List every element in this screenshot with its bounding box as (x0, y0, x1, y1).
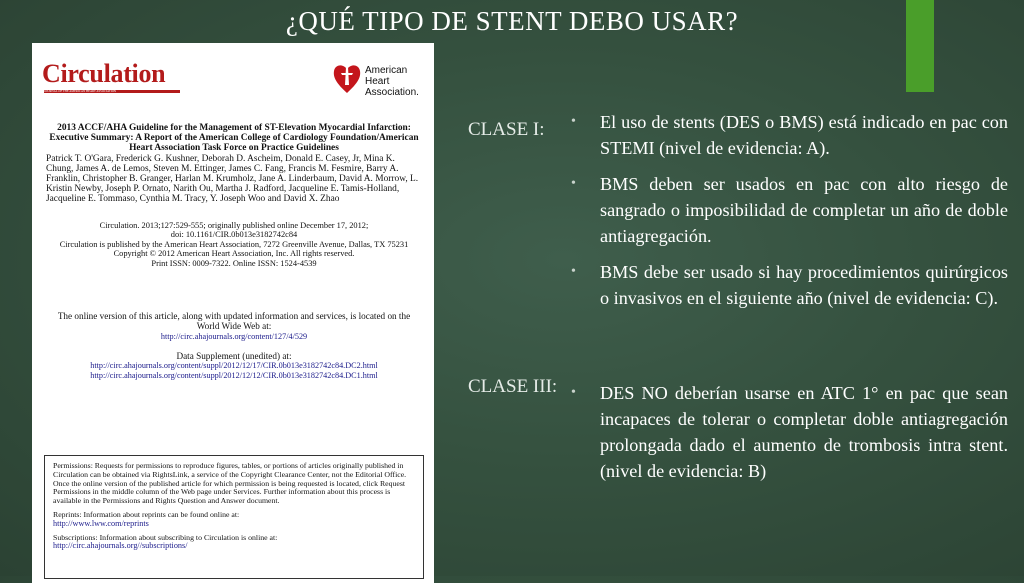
aha-line: Association. (365, 87, 419, 98)
aha-line: Heart (365, 76, 390, 87)
heart-torch-icon (332, 61, 362, 95)
circulation-logo: Circulation (42, 59, 166, 88)
article-cover-image (32, 43, 434, 583)
aha-wordmark (365, 65, 419, 98)
online-version-link[interactable]: http://circ.ahajournals.org/content/127/4/529 (160, 331, 308, 341)
clase-3-label: CLASE III: (468, 376, 558, 397)
bullet-text: BMS debe ser usado si hay procedimientos quirúrgicos o invasivos en el siguiente año (nivel de evidencia: C). (600, 262, 1008, 308)
bullet-item (568, 259, 1008, 311)
citation-line: Copyright © 2012 American Heart Association, Inc. All rights reserved. (113, 249, 355, 259)
subscriptions-link[interactable]: http://circ.ahajournals.org//subscriptions/ (53, 541, 188, 551)
citation-line: Circulation. 2013;127:529-555; originally published online December 17, 2012; (99, 221, 369, 230)
clase-1-label: CLASE I: (468, 119, 545, 140)
citation-block (46, 221, 422, 268)
bullet-item (568, 171, 1008, 249)
bullet-text: BMS deben ser usados en pac con alto riesgo de sangrado o imposibilidad de completar un año de doble antiagregación. (600, 174, 1008, 246)
bullet-icon: • (571, 114, 576, 129)
bullet-icon: • (571, 176, 576, 191)
permissions-text: Permissions: Requests for permissions to reproduce figures, tables, or portions of articles originally published in Circulation can be obtained via RightsLink, a service of the Copyright Clearance Center, not the Editorial Office. Once the online version of the published article for which permission is being requested is located, click Request Permissions in the middle column of the Web page under Services. Further information about this process is available in the Permissions and Rights Question and Answer document. (53, 461, 407, 506)
online-version-block (46, 311, 422, 342)
clase-3-bullet-list (568, 380, 1008, 484)
aha-line: American (365, 65, 408, 76)
citation-line: Print ISSN: 0009-7322. Online ISSN: 1524-4539 (151, 258, 317, 268)
bullet-text: DES NO deberían usarse en ATC 1° en pac que sean incapaces de tolerar o completar doble antiagregación prolongada dado el aumento de trombosis intra stent. (nivel de evidencia: B) (600, 383, 1008, 481)
reprints-link[interactable]: http://www.lww.com/reprints (53, 518, 149, 528)
bullet-icon: • (571, 385, 576, 400)
data-supplement-link[interactable]: http://circ.ahajournals.org/content/suppl/2012/12/12/CIR.0b013e3182742c84.DC1.html (90, 371, 378, 380)
data-supplement-block (46, 351, 422, 381)
slide-title: ¿QUÉ TIPO DE STENT DEBO USAR? (285, 6, 739, 36)
aha-logo (332, 61, 419, 98)
citation-line: doi: 10.1161/CIR.0b013e3182742c84 (170, 230, 298, 240)
subscriptions-text: Subscriptions: Information about subscribing to Circulation is online at: (53, 532, 278, 542)
citation-line: Circulation is published by the American Heart Association, 7272 Greenville Avenue, Dallas, TX 75231 (59, 239, 409, 249)
article-authors: Patrick T. O'Gara, Frederick G. Kushner, Deborah D. Ascheim, Donald E. Casey, Jr, Mina K. Chung, James A. de Lemos, Steven M. Ettinger, James C. Fang, Francis M. Fesmire, Barry A. Franklin, Christopher B. Granger, Harlan M. Krumholz, Jane A. Linderbaum, David A. Morrow, L. Kristin Newby, Joseph P. Ornato, Narith Ou, Martha J. Radford, Jacqueline E. Tamis-Holland, Jacqueline E. Tommaso, Cynthia M. Tracy, Y. Joseph Woo and David X. Zhao (46, 153, 419, 205)
data-supplement-link[interactable]: http://circ.ahajournals.org/content/suppl/2012/12/17/CIR.0b013e3182742c84.DC2.html (90, 361, 378, 370)
circulation-logo-subtitle: JOURNAL OF THE AMERICAN HEART ASSOCIATION (44, 90, 180, 93)
permissions-box (44, 455, 424, 579)
bullet-icon: • (571, 264, 576, 279)
bullet-item (568, 109, 1008, 161)
subscriptions-block (53, 534, 415, 552)
reprints-text: Reprints: Information about reprints can be found online at: (53, 509, 240, 519)
online-version-text: The online version of this article, along with updated information and services, is located on the World Wide Web at: (57, 311, 411, 332)
reprints-block (53, 511, 415, 529)
article-header (46, 123, 422, 205)
data-supplement-heading: Data Supplement (unedited) at: (176, 351, 292, 361)
accent-tab (906, 0, 934, 92)
bullet-item (568, 380, 1008, 484)
bullet-text: El uso de stents (DES o BMS) está indicado en pac con STEMI (nivel de evidencia: A). (600, 112, 1008, 158)
clase-1-bullet-list (568, 109, 1008, 311)
article-title: 2013 ACCF/AHA Guideline for the Management of ST-Elevation Myocardial Infarction: Executive Summary: A Report of the American College of Cardiology Foundation/American Heart Association Task Force on Practice Guidelines (49, 123, 419, 154)
